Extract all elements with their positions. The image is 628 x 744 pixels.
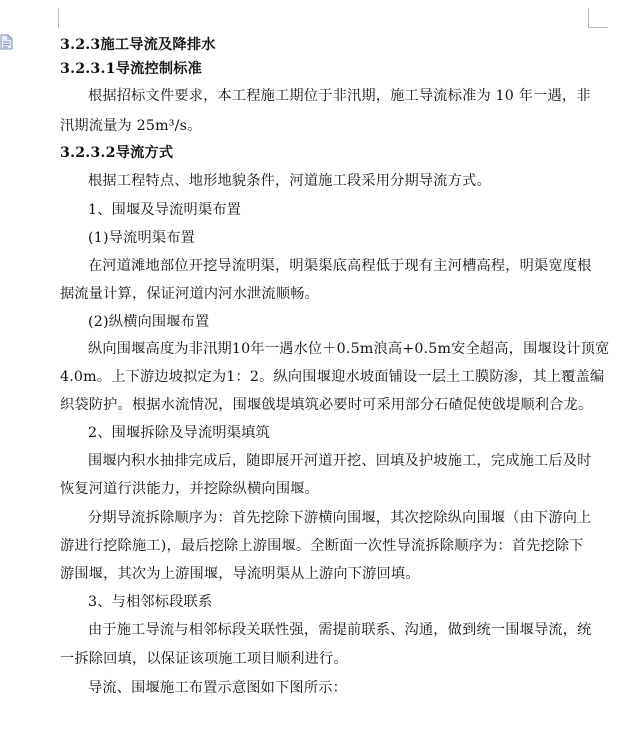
paragraph-line: 2、围堰拆除及导流明渠填筑 bbox=[88, 425, 270, 441]
paragraph-line: 在河道滩地部位开挖导流明渠，明渠渠底高程低于现有主河槽高程，明渠宽度根 bbox=[88, 258, 592, 274]
paragraph-line: 4.0m。上下游边坡拟定为1：2。纵向围堰迎水坡面铺设一层土工膜防渗，其上覆盖编 bbox=[60, 369, 605, 385]
paragraph-line: 分期导流拆除顺序为：首先挖除下游横向围堰，其次挖除纵向围堰（由下游向上 bbox=[88, 510, 592, 526]
paragraph-line: 由于施工导流与相邻标段关联性强，需提前联系、沟通，做到统一围堰导流，统 bbox=[88, 622, 592, 638]
paragraph-line: 汛期流量为 25m³/s。 bbox=[60, 118, 202, 134]
paragraph-line: 恢复河道行洪能力，并挖除纵横向围堰。 bbox=[60, 481, 319, 497]
paragraph-line: (2)纵横向围堰布置 bbox=[88, 314, 210, 330]
paragraph-line: 围堰内积水抽排完成后，随即展开河道开挖、回填及护坡施工，完成施工后及时 bbox=[88, 453, 592, 469]
paragraph-line: 游围堰，其次为上游围堰，导流明渠从上游向下游回填。 bbox=[60, 566, 420, 582]
crop-mark-top-right-vertical bbox=[588, 8, 589, 28]
paragraph-line: 游进行挖除施工)，最后挖除上游围堰。全断面一次性导流拆除顺序为：首先挖除下 bbox=[60, 538, 584, 554]
paragraph-line: 一拆除回填，以保证该项施工项目顺利进行。 bbox=[60, 651, 348, 667]
section-heading: 3.2.3.1导流控制标准 bbox=[60, 61, 203, 77]
crop-mark-top-left bbox=[58, 8, 59, 28]
document-page-icon[interactable] bbox=[0, 34, 14, 50]
section-heading: 3.2.3.2导流方式 bbox=[60, 145, 174, 161]
paragraph-line: 3、与相邻标段联系 bbox=[88, 594, 213, 610]
section-heading: 3.2.3施工导流及降排水 bbox=[60, 37, 216, 53]
paragraph-line: 根据工程特点、地形地貌条件，河道施工段采用分期导流方式。 bbox=[88, 173, 491, 189]
paragraph-line: 织袋防护。根据水流情况，围堰戗堤填筑必要时可采用部分石碴促使戗堤顺利合龙。 bbox=[60, 397, 593, 413]
paragraph-line: 1、围堰及导流明渠布置 bbox=[88, 202, 242, 218]
crop-mark-top-right-horizontal bbox=[588, 27, 608, 28]
paragraph-line: 导流、围堰施工布置示意图如下图所示： bbox=[88, 680, 347, 696]
paragraph-line: 纵向围堰高度为非汛期10年一遇水位＋0.5m浪高+0.5m安全超高，围堰设计顶宽 bbox=[88, 341, 610, 357]
paragraph-line: 根据招标文件要求，本工程施工期位于非汛期，施工导流标准为 10 年一遇，非 bbox=[88, 88, 591, 104]
paragraph-line: 据流量计算，保证河道内河水泄流顺畅。 bbox=[60, 286, 319, 302]
paragraph-line: (1)导流明渠布置 bbox=[88, 230, 196, 246]
